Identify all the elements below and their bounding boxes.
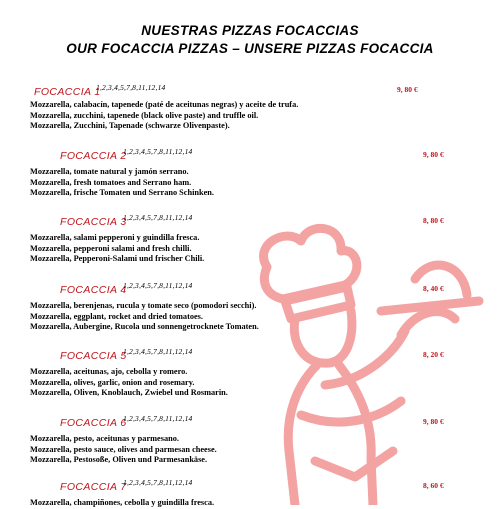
description-de: Mozzarella, Aubergine, Rucola und sonnengetrocknete Tomaten. [30,322,259,331]
description-de: Mozzarella, Zucchini, Tapenade (schwarze Olivenpaste). [30,121,230,130]
menu-item-focaccia-4 [30,281,470,333]
description-es: Mozzarella, berenjenas, rucula y tomate seco (pomodori secchi). [30,301,257,310]
item-price: 8, 20 € [423,350,444,359]
item-name: FOCACCIA 7 [60,481,127,493]
description-en: Mozzarella, eggplant, rocket and dried tomatoes. [30,311,203,321]
description-en: Mozzarella, pepperoni salami and fresh chilli. [30,243,192,253]
menu-item-focaccia-2 [30,147,470,199]
menu-title [0,22,500,58]
item-name: FOCACCIA 2 [60,150,127,162]
description-es: Mozzarella, aceitunas, ajo, cebolla y romero. [30,367,188,376]
description-es: Mozzarella, calabacín, tapenede (paté de aceitunas negras) y aceite de trufa. [30,100,299,109]
menu-item-focaccia-7 [30,478,470,509]
description-es: Mozzarella, tomate natural y jamón serrano. [30,167,189,176]
allergen-codes: 1,2,3,4,5,7,8,11,12,14 [123,281,193,290]
menu-item-focaccia-1 [30,83,470,132]
description-en: Mozzarella, zucchini, tapenede (black olive paste) and truffle oil. [30,110,259,120]
allergen-codes: 1,2,3,4,5,7,8,11,12,14 [96,83,166,92]
item-name: FOCACCIA 6 [60,417,127,429]
item-price: 9, 80 € [423,417,444,426]
item-price: 9, 80 € [423,150,444,159]
menu-item-focaccia-3 [30,213,470,265]
description-es: Mozzarella, pesto, aceitunas y parmesano. [30,434,179,443]
menu-item-focaccia-6 [30,414,470,466]
allergen-codes: 1,2,3,4,5,7,8,11,12,14 [123,213,193,222]
description-es: Mozzarella, champiñones, cebolla y guindilla fresca. [30,498,215,507]
description-es: Mozzarella, salami pepperoni y guindilla fresca. [30,233,200,242]
description-de: Mozzarella, Oliven, Knoblauch, Zwiebel und Rosmarin. [30,388,228,397]
allergen-codes: 1,2,3,4,5,7,8,11,12,14 [123,478,193,487]
item-name: FOCACCIA 3 [60,216,127,228]
title-english-german: OUR FOCACCIA PIZZAS – UNSERE PIZZAS FOCACCIA [66,41,434,56]
description-de: Mozzarella, Pepperoni-Salami und frischer Chili. [30,254,205,263]
description-en: Mozzarella, fresh tomatoes and Serrano ham. [30,177,192,187]
allergen-codes: 1,2,3,4,5,7,8,11,12,14 [123,414,193,423]
menu-item-focaccia-5 [30,347,470,399]
title-spanish: NUESTRAS PIZZAS FOCACCIAS [141,23,359,38]
item-price: 8, 60 € [423,481,444,490]
item-name: FOCACCIA 5 [60,350,127,362]
item-price: 9, 80 € [397,85,418,94]
item-price: 8, 40 € [423,284,444,293]
allergen-codes: 1,2,3,4,5,7,8,11,12,14 [123,347,193,356]
description-de: Mozzarella, Pestosoße, Oliven und Parmesankäse. [30,455,208,464]
description-en: Mozzarella, pesto sauce, olives and parmesan cheese. [30,444,217,454]
allergen-codes: 1,2,3,4,5,7,8,11,12,14 [123,147,193,156]
item-name: FOCACCIA 4 [60,284,127,296]
item-price: 8, 80 € [423,216,444,225]
description-en: Mozzarella, olives, garlic, onion and rosemary. [30,377,195,387]
description-de: Mozzarella, frische Tomaten und Serrano Schinken. [30,188,214,197]
item-name: FOCACCIA 1 [34,86,101,98]
